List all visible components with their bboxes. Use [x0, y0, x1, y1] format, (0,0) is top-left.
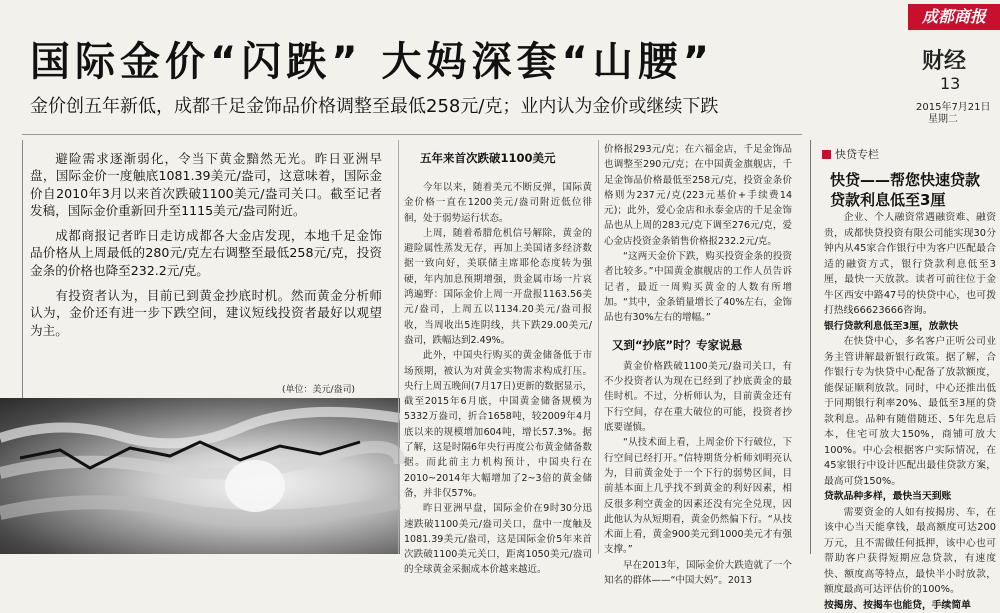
sidebar-paragraph: 企业、个人融资常遇融资难、融资贵，成都快贷投资有限公司能实现30分钟内从45家合作银行中为客户匹配最合适的融资方式，银行贷款利息低至3厘，最快一天放款。读者可前往位于金牛区西安中路47号的快贷中心，也可拨打热线66623666咨询。: [824, 210, 996, 319]
page-number: 13: [940, 74, 960, 93]
column2-paragraph: “这两天金价下跌，购买投资金条的投资者比较多。”中国黄金旗舰店的工作人员告诉记者，最近一周购买黄金的人数有所增加。“其中，金条销量增长了40%左右，金饰品也有30%左右的增幅。”: [604, 249, 792, 325]
lead-paragraph: 有投资者认为，目前已到黄金抄底时机。然而黄金分析师认为，金价还有进一步下跌空间，建议短线投资者最好以观望为主。: [30, 287, 382, 339]
chart-unit-label: (单位：美元/盎司): [282, 382, 355, 395]
column-divider: [598, 140, 599, 554]
column2-paragraph: 早在2013年，国际金价大跌造就了一个知名的群体——“中国大妈”。2013: [604, 558, 792, 589]
article-subhead: 金价创五年新低，成都千足金饰品价格调整至最低258元/克；业内认为金价或继续下跌: [30, 92, 718, 118]
column1-paragraph: 此外，中国央行购买的黄金储备低于市场预期，被认为对黄金实物需求构成打压。央行上周五晚间(7月17日)更新的数据显示，截至2015年6月底，中国黄金储备规模为5332万盎司，折合1658吨，较2009年4月底以来的规模增加604吨，增长57.3%。据了解，这是时隔6年央行再度公布黄金储备数据。而此前主力机构预计，中国央行在2010~2014年大幅增加了2~3倍的黄金储备，并非仅57%。: [404, 348, 592, 501]
red-square-icon: [822, 150, 831, 159]
newspaper-brand-logo: 成都商报: [908, 4, 1000, 30]
lead-paragraph: 避险需求逐渐弱化，令当下黄金黯然无光。昨日亚洲早盘，国际金价一度触底1081.39美元/盎司，这意味着，国际金价自2010年3月以来首次跌破1100美元/盎司关口。截至记者发稿，国际金价重新回升至1115美元/盎司附近。: [30, 150, 382, 219]
column1-paragraph: 今年以来，随着美元不断反弹，国际黄金价格一直在1200美元/盎司附近低位徘徊，处于弱势运行状态。: [404, 180, 592, 226]
column2-heading: 又到“抄底”时？专家说悬: [612, 338, 792, 353]
column1-paragraph: 上周，随着希腊危机信号解除，黄金的避险属性蒸发无存，再加上美国诸多经济数据一致向好，美联储主席耶伦态度转为强硬，年内加息预期增强，贵金属市场一片哀鸿遍野：国际金价上周一开盘报1163.56美元/盎司，上周五以1134.20美元/盎司报收，当周收出5连阴线，共下跌29.00美元/盎司，跌幅达到2.49%。: [404, 226, 592, 348]
article-headline: 国际金价“闪跌” 大妈深套“山腰”: [30, 30, 714, 87]
column2-paragraph: 价格报293元/克；在六福金店，千足金饰品也调整至290元/克；在中国黄金旗舰店，千足金饰品价格最低至258元/克，投资金条价格则为237元/克(223元基价+手续费14元)；此外，爱心金店和永泰金店的千足金饰品也从上周的283元/克下调至276元/克，爱心金店投资金条销售价格报232.2元/克。: [604, 142, 792, 249]
column2-paragraph: 黄金价格跌破1100美元/盎司关口，有不少投资者认为现在已经到了抄底黄金的最佳时机。不过，分析师认为，目前黄金还有下行空间，存在重大破位的可能，投资者抄底要谨慎。: [604, 359, 792, 435]
section-name: 财经: [922, 44, 966, 75]
chart-frame-line: [22, 140, 23, 420]
column-divider: [398, 140, 399, 554]
sidebar-subheading: 银行贷款利息低至3厘，放款快: [824, 319, 996, 335]
sidebar-paragraph: 需要资金的人如有按揭房、车，在该中心当天能拿钱，最高额度可达200万元，且不需做任何抵押，该中心也可帮助客户获得短期应急贷款，有速度快、额度高等特点，最快半小时放款，额度最高可达评估价的100%。: [824, 505, 996, 598]
lead-paragraph: 成都商报记者昨日走访成都各大金店发现，本地千足金饰品价格从上周最低的280元/克左右调整至最低258元/克，投资金条的价格也降至232.2元/克。: [30, 227, 382, 279]
column2-body: [604, 142, 792, 588]
sidebar-body: [824, 210, 996, 613]
sidebar-title: [830, 170, 980, 210]
issue-weekday: 星期二: [928, 110, 958, 125]
article-lead: [30, 150, 382, 347]
sidebar-subheading: 按揭房、按揭车也能贷，手续简单: [824, 598, 996, 613]
column1-body: [404, 180, 592, 578]
sidebar-tag-label: 快贷专栏: [835, 148, 879, 161]
column1-paragraph: 昨日亚洲早盘，国际金价在9时30分迅速跌破1100美元/盎司关口，盘中一度触及1081.39美元/盎司，这是国际金价5年来首次跌破1100美元关口，距离1050美元/盎司的全球黄金采掘成本价越来越近。: [404, 501, 592, 577]
column2-paragraph: “从技术面上看，上周金价下行破位，下行空间已经打开。”信特期货分析师刘明亮认为，目前黄金处于一个下行的弱势区间，目前基本面上几乎找不到黄金的利好因素，相反很多利空黄金的因素还没有完全兑现，因此他认为从短期看，黄金仍然偏下行。“从技术面上看，黄金900美元到1000美元才有强支撑。”: [604, 435, 792, 557]
sidebar-title-line: 快贷——帮您快速贷款: [830, 170, 980, 190]
sidebar-tag: [822, 146, 879, 162]
jewelry-illustration: [0, 398, 400, 554]
sidebar-subheading: 贷款品种多样，最快当天到账: [824, 489, 996, 505]
issue-date: 2015年7月21日: [916, 98, 991, 113]
sidebar-title-line: 贷款利息低至3厘: [830, 190, 980, 210]
gold-jewelry-photo: [0, 398, 400, 554]
sidebar-divider: [810, 140, 811, 554]
divider-rule: [22, 134, 802, 135]
column1-heading: 五年来首次跌破1100美元: [420, 150, 556, 166]
sidebar-paragraph: 在快贷中心，多名客户正听公司业务主管讲解最新银行政策。据了解，合作银行专为快贷中心配备了放款额度，能保证顺利放款。同时，中心还推出低于同期银行利率20%、最低至3厘的贷款利息。品种有随借随还、5年先息后本，住宅可放大150%，商铺可放大100%。中心会根据客户实际情况，在45家银行中设计匹配出最佳贷款方案，最高可贷150%。: [824, 334, 996, 489]
